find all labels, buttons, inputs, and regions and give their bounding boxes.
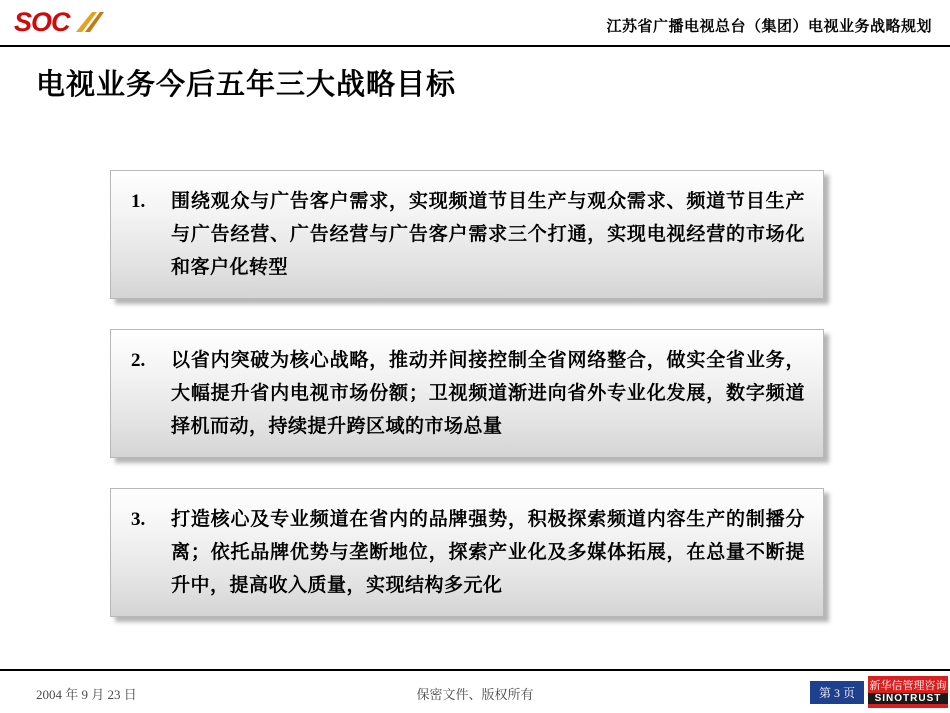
sinotrust-logo-en: SINOTRUST (868, 693, 948, 704)
footer-divider (0, 669, 950, 671)
page-number-badge: 第 3 页 (810, 681, 864, 704)
footer-date: 2004 年 9 月 23 日 (36, 687, 137, 702)
document-title: 江苏省广播电视总台（集团）电视业务战略规划 (606, 19, 932, 35)
list-item (110, 170, 824, 299)
header-divider (0, 45, 950, 47)
sinotrust-logo (868, 676, 948, 708)
list-item-text: 打造核心及专业频道在省内的品牌强势，积极探索频道内容生产的制播分离；依托品牌优势与垄断地位，探索产业化及多媒体拓展，在总量不断提升中，提高收入质量，实现结构多元化 (171, 509, 805, 596)
list-item-number: 3. (131, 509, 146, 530)
page-title: 电视业务今后五年三大战略目标 (36, 69, 457, 101)
footer-confidential-notice: 保密文件、版权所有 (416, 687, 534, 702)
soc-logo-text: SOC (14, 7, 70, 37)
list-item-text: 以省内突破为核心战略，推动并间接控制全省网络整合，做实全省业务，大幅提升省内电视市场份额；卫视频道渐进向省外专业化发展，数字频道择机而动，持续提升跨区域的市场总量 (171, 350, 805, 437)
sinotrust-logo-cn: 新华信管理咨询 (869, 680, 947, 692)
list-item-text: 围绕观众与广告客户需求，实现频道节目生产与观众需求、频道节目生产与广告经营、广告经营与广告客户需求三个打通，实现电视经营的市场化和客户化转型 (171, 191, 805, 278)
soc-logo (14, 6, 106, 40)
list-item (110, 329, 824, 458)
list-item-number: 1. (131, 191, 146, 212)
list-item (110, 488, 824, 617)
slide-header (0, 0, 950, 46)
strategy-goal-list (110, 170, 830, 647)
swoosh-icon (74, 10, 104, 34)
list-item-number: 2. (131, 350, 146, 371)
